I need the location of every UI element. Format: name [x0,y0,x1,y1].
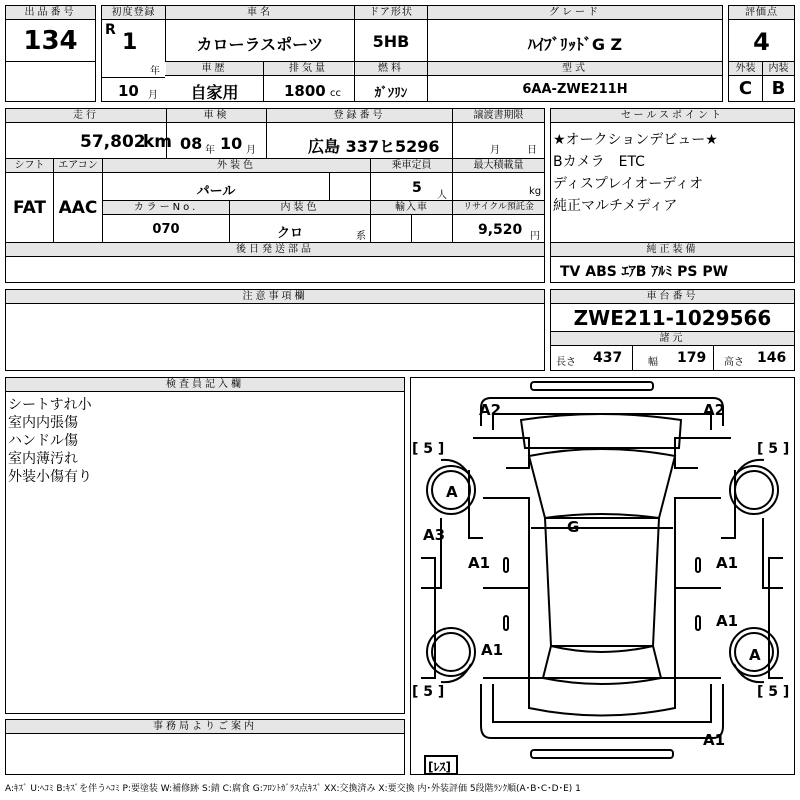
mark-wheel-fl: A [446,483,458,501]
sales-line: ★オークションデビュー★ [553,132,718,148]
width: 179 [677,350,707,366]
height: 146 [757,350,787,366]
sales-line: ディスプレイオーディオ [553,176,704,192]
tire-rear-right: [ 5 ] [757,684,790,700]
era: R [105,22,116,38]
recycle-fee: 9,520 [478,222,523,238]
later-parts-label: 後日発送部品 [6,243,544,256]
damage-diagram [410,377,795,775]
mark-a3: A3 [423,526,446,544]
inspection-label: 車検 [167,109,266,122]
recycle-label: リサイクル預託金 [453,201,544,214]
office-label: 事務局よりご案内 [6,720,404,733]
inspector-line: 室内薄汚れ [8,451,78,467]
length-label: 長さ [556,357,576,368]
displacement: 1800 [284,82,326,100]
transfer-label: 譲渡書期限 [453,109,544,122]
interior-color: クロ [276,226,303,241]
capacity-unit: 人 [437,190,447,201]
mark-a1-rear-left: A1 [481,641,504,659]
mark-wheel-rr: A [749,646,761,664]
insp-year: 08 [180,134,203,153]
exterior-color: パール [196,184,236,199]
mark-a1-rear-right-door: A1 [716,612,739,630]
first-reg-label: 初度登録 [102,6,165,19]
sales-line: 純正マルチメディア [553,198,678,214]
door-type: 5HB [372,32,410,51]
int-grade: B [771,78,786,99]
import-label: 輸入車 [371,201,452,214]
ext-label: 外装 [729,62,762,75]
notes-label: 注意事項欄 [6,290,544,303]
transfer-day: 日 [527,145,537,156]
month-unit: 月 [148,90,158,101]
mark-a1-front-right: A1 [716,554,739,572]
mileage-label: 走行 [6,109,166,122]
shift: FAT [12,198,47,218]
inspector-line: シートすれ小 [8,397,92,413]
inspector-label: 検査員記入欄 [6,378,404,391]
model-label: 型式 [428,62,722,75]
equip-label: 純正装備 [551,243,794,256]
car-name: カローラスポーツ [196,35,324,54]
load-unit: kg [529,186,542,197]
colorno-label: カラーNo. [103,201,229,214]
disp-label: 排気量 [264,62,353,75]
inspector-line: 外装小傷有り [8,469,92,485]
spare-tire: [ﾚｽ] [428,760,451,774]
name-label: 車名 [166,6,354,19]
mark-a2-left: A2 [479,401,502,419]
grade: ﾊｲﾌﾞﾘｯﾄﾞG Z [527,35,623,54]
insp-month: 10 [220,134,243,153]
mileage-unit: km [143,132,173,152]
int-label: 内装 [763,62,794,75]
ext-grade: C [738,78,753,99]
sales-line: Bカメラ ETC [553,154,645,170]
tire-front-right: [ 5 ] [757,441,790,457]
dims-label: 諸元 [551,332,794,345]
insp-month-unit: 月 [246,145,256,156]
first-reg-year: 1 [122,30,138,55]
recycle-unit: 円 [530,231,540,242]
height-label: 高さ [724,357,744,368]
inspector-line: 室内内張傷 [8,415,78,431]
plate-label: 登録番号 [267,109,452,122]
mark-a2-right: A2 [703,401,726,419]
intcolor-unit: 系 [356,231,366,242]
lot-number: 134 [23,26,78,56]
chassis-label: 車台番号 [551,290,794,303]
history: 自家用 [190,83,239,102]
chassis-number: ZWE211-1029566 [573,306,772,330]
transfer-month: 月 [490,145,500,156]
fuel-label: 燃料 [355,62,427,75]
history-label: 車歴 [166,62,263,75]
equipment: TV ABS ｴｱB ｱﾙﾐ PS PW [560,264,729,280]
car-outline [411,378,794,774]
capacity-label: 乗車定員 [371,159,452,172]
score: 4 [753,28,770,56]
first-reg-month: 10 [118,82,139,100]
lot-label: 出品番号 [6,6,95,19]
ac: AAC [58,198,98,218]
capacity: 5 [412,180,422,196]
year-unit: 年 [150,66,160,77]
insp-year-unit: 年 [205,145,215,156]
shift-label: シフト [6,159,53,172]
disp-unit: cc [330,88,341,99]
color-number: 070 [152,222,180,237]
width-label: 幅 [648,357,658,368]
mark-a1-front-left: A1 [468,554,491,572]
score-label: 評価点 [729,6,794,19]
sales-label: セールスポイント [551,109,794,122]
fuel: ｶﾞｿﾘﾝ [374,86,408,101]
intcolor-label: 内装色 [230,201,370,214]
plate: 広島 337ヒ5296 [308,137,440,156]
model: 6AA-ZWE211H [522,82,628,97]
door-label: ドア形状 [355,6,427,19]
tire-front-left: [ 5 ] [412,441,445,457]
mark-g: G [567,518,580,536]
tire-rear-left: [ 5 ] [412,684,445,700]
inspector-line: ハンドル傷 [8,433,78,449]
ac-label: エアコン [54,159,102,172]
color-label: 外装色 [103,159,370,172]
length: 437 [593,350,623,366]
grade-label: グレード [428,6,722,19]
legend: A:ｷｽﾞ U:ﾍｺﾐ B:ｷｽﾞを伴うﾍｺﾐ P:要塗装 W:補修跡 S:錆 C:腐食 G:ﾌﾛﾝﾄｶﾞﾗｽ点ｷｽﾞ XX:交換済み X:要交換 内･外装評価 5段階ﾗﾝｸ順(A･B･C･D･E) 1 [5,784,581,794]
load-label: 最大積載量 [453,159,544,172]
mark-a1-rear: A1 [703,731,726,749]
mileage: 57,802 [80,132,146,152]
